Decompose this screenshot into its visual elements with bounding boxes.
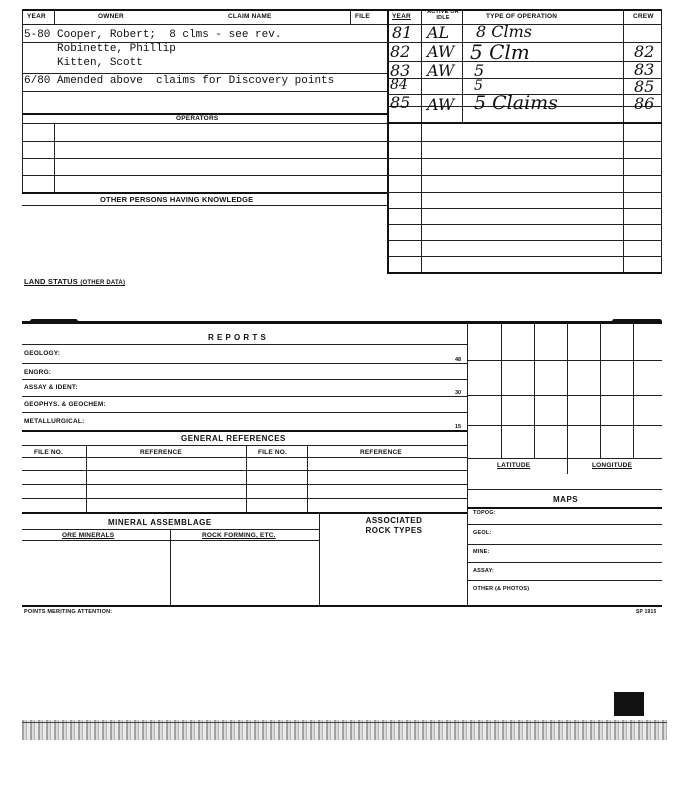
header-crew: CREW [633,13,654,20]
ref-file-no-2: FILE NO. [258,449,288,456]
points-meriting-label: POINTS MERITING ATTENTION: [24,609,113,615]
report-engrg: ENGRG: [24,369,52,376]
op-crew-5: 86 [634,94,655,113]
map-topog: TOPOG: [473,510,496,516]
form-number: SP 1915 [636,609,657,615]
ref-reference: REFERENCE [140,449,182,456]
reports-heading: R E P O R T S [208,333,267,342]
other-persons-heading: OTHER PERSONS HAVING KNOWLEDGE [100,195,254,204]
associated-rock-types-heading: ASSOCIATED ROCK TYPES [365,516,423,535]
op-type-2: 5 Clm [470,40,530,64]
op-status-5: AW [427,95,455,114]
op-year-3: 83 [390,61,411,80]
report-geophys: GEOPHYS. & GEOCHEM: [24,401,106,408]
op-crew-1: 82 [634,42,655,61]
report-num-30: 30 [455,390,462,396]
rock-forming-label: ROCK FORMING, ETC. [202,532,276,539]
report-num-15: 15 [455,424,462,430]
ore-minerals-label: ORE MINERALS [62,532,115,539]
land-status-sub: (OTHER DATA) [80,280,126,286]
longitude-label: LONGITUDE [592,462,633,469]
op-status-2: AW [427,42,455,61]
mineral-assemblage-heading: MINERAL ASSEMBLAGE [108,518,212,527]
op-year-1: 81 [392,23,413,42]
header-type-of-operation: TYPE OF OPERATION [486,13,558,20]
land-status-label [24,277,125,286]
report-metallurgical: METALLURGICAL: [24,418,85,425]
ref-reference-2: REFERENCE [360,449,402,456]
op-type-3: 5 [474,61,485,80]
dark-stamp [614,692,644,716]
op-crew-3: 85 [634,77,655,96]
report-assay: ASSAY & IDENT: [24,384,78,391]
op-type-5: 5 Claims [474,92,558,114]
owner-line-4: 6/80 Amended above claims for Discovery points [24,75,335,87]
operators-heading: OPERATORS [176,115,219,122]
map-other: OTHER (& PHOTOS) [473,586,530,592]
latitude-label: LATITUDE [497,462,531,469]
owner-line-1: 5-80 Cooper, Robert; 8 clms - see rev. [24,29,282,41]
owner-line-3: Kitten, Scott [24,57,143,69]
header-file: FILE [355,13,370,20]
op-type-4: 5 [474,78,483,94]
header-year: YEAR [27,13,46,20]
ref-file-no: FILE NO. [34,449,64,456]
scan-noise-band [22,720,667,740]
map-mine: MINE: [473,549,490,555]
land-status-text: LAND STATUS [24,277,79,286]
op-year-4: 84 [390,77,408,93]
op-status-3: AW [427,61,455,80]
map-assay: ASSAY: [473,568,495,574]
header-active-idle: ACTIVE OR IDLE [427,9,459,21]
op-year-5: 85 [390,93,411,112]
general-references-heading: GENERAL REFERENCES [181,434,286,443]
header-claim-name: CLAIM NAME [228,13,272,20]
maps-heading: MAPS [553,495,579,504]
op-crew-2: 83 [634,60,655,79]
owner-line-2: Robinette, Phillip [24,43,176,55]
report-geology: GEOLOGY: [24,350,61,357]
op-status-1: AL [427,23,450,42]
op-type-1: 8 Clms [476,22,533,41]
report-num-48: 48 [455,357,462,363]
map-geol: GEOL: [473,530,492,536]
op-year-2: 82 [390,42,411,61]
header-year-2: YEAR [392,13,411,20]
header-owner: OWNER [98,13,124,20]
